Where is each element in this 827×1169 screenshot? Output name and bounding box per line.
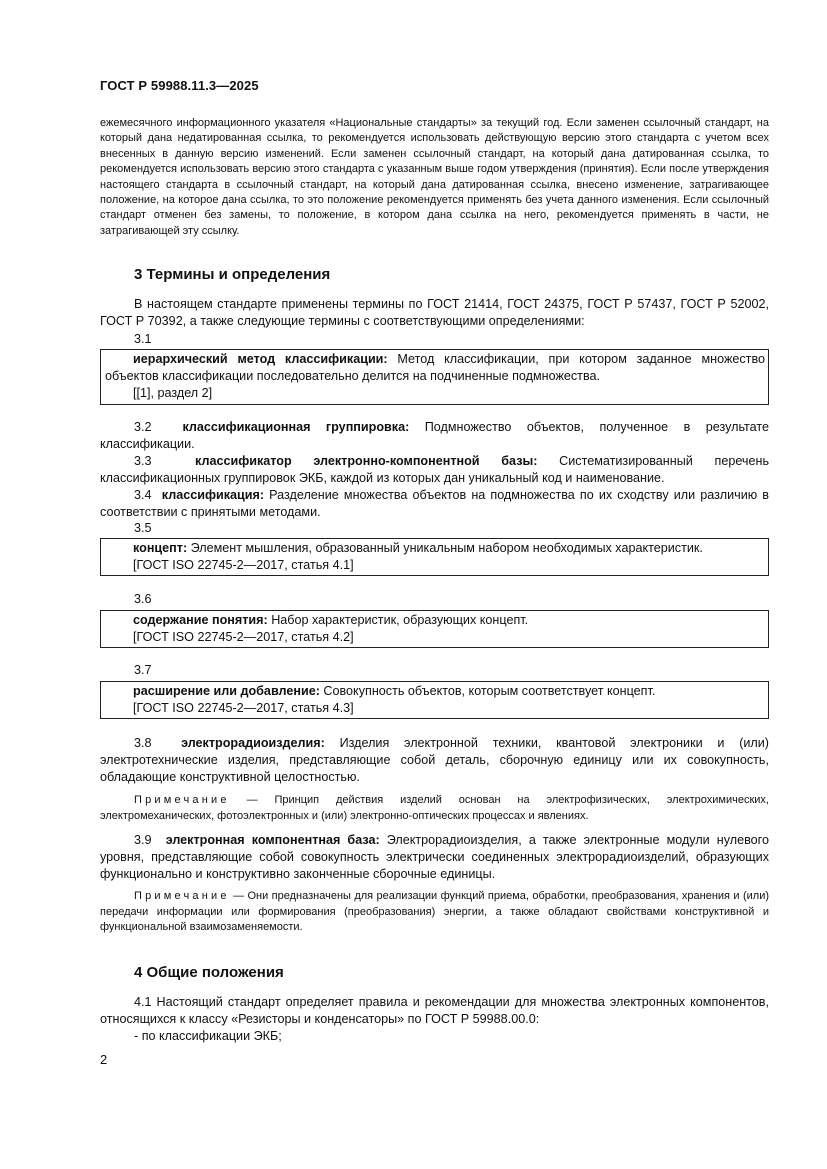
term-3-4-number: 3.4 [134, 488, 152, 502]
term-3-4-text: Разделение множества объектов на подмножества по их сходству или различию в соответствии с принятыми методами. [100, 488, 769, 520]
term-3-9-term: электронная компонентная база: [165, 833, 380, 847]
term-3-7-number: 3.7 [134, 663, 152, 677]
section-4-heading: 4 Общие положения [134, 964, 284, 981]
document-header: ГОСТ Р 59988.11.3—2025 [100, 78, 259, 93]
term-3-5-box [100, 538, 769, 576]
term-3-7-reference: [ГОСТ ISO 22745-2—2017, статья 4.3] [133, 701, 354, 716]
term-3-9-number: 3.9 [134, 833, 152, 847]
term-3-6-term: содержание понятия: [133, 613, 268, 627]
term-3-5-number: 3.5 [134, 521, 152, 535]
term-3-1-number: 3.1 [134, 332, 152, 346]
term-3-3 [100, 453, 769, 487]
clause-4-1: 4.1 Настоящий стандарт определяет правила и рекомендации для множества электронных компонентов, относящихся к классу «Резисторы и конденсаторы» по ГОСТ Р 59988.00.0: [100, 995, 769, 1027]
term-3-4 [100, 487, 769, 521]
term-3-7-text: Совокупность объектов, которым соответствует концепт. [319, 684, 656, 698]
term-3-5-term: концепт: [133, 541, 188, 555]
clause-4-1-bullet-1: - по классификации ЭКБ; [134, 1029, 282, 1043]
term-3-2-number: 3.2 [134, 420, 152, 434]
note-3-9 [100, 889, 769, 936]
term-3-6-text: Набор характеристик, образующих концепт. [267, 613, 529, 627]
term-3-1-reference: [[1], раздел 2] [133, 386, 213, 401]
term-3-1-text: Метод классификации, при котором заданное множество объектов классификации последовательно делится на подчиненные подмножества. [105, 352, 766, 384]
term-3-6-reference: [ГОСТ ISO 22745-2—2017, статья 4.2] [133, 630, 354, 645]
note-3-8 [100, 793, 769, 824]
term-3-6-number: 3.6 [134, 592, 152, 606]
term-3-6-definition [101, 612, 768, 629]
term-3-3-text: Систематизированный перечень классификационных группировок ЭКБ, каждой из которых дан уникальный код и наименование. [100, 454, 770, 486]
term-3-2-term: классификационная группировка: [182, 420, 410, 434]
term-3-1-definition [101, 351, 768, 385]
note-3-9-text: — Они предназначены для реализации функций приема, обработки, преобразования, хранения и (или) передачи информации или формирования (преобразования) энергии, а также обладают свойствами конструктивной и функциональной взаимозаменяемости. [100, 890, 769, 934]
intro-paragraph: ежемесячного информационного указателя «Национальные стандарты» за текущий год. Если заменен ссылочный стандарт, на который дана недатированная ссылка, то рекомендуется использовать действующую версию этого стандарта с учетом всех внесенных в данную версию изменений. Если заменен ссылочный стандарт, на который дана датированная ссылка, то рекомендуется использовать версию этого стандарта с указанным выше годом утверждения (принятия). Если после утверждения настоящего стандарта в ссылочный стандарт, на который дана датированная ссылка, внесено изменение, затрагивающее положение, на которое дана ссылка, то это положение рекомендуется применять без учета данного изменения. Если ссылочный стандарт отменен без замены, то положение, в котором дана ссылка на него, рекомендуется применять в части, не затрагивающей эту ссылку. [100, 117, 769, 237]
term-3-2-text: Подмножество объектов, полученное в результате классификации. [100, 420, 770, 452]
section-3-lead: В настоящем стандарте применены термины по ГОСТ 21414, ГОСТ 24375, ГОСТ Р 57437, ГОСТ Р 52002, ГОСТ Р 70392, а также следующие термины с соответствующими определениями: [100, 297, 769, 329]
term-3-7-box [100, 681, 769, 719]
note-3-9-label: Примечание [134, 890, 230, 902]
term-3-7-definition [101, 683, 768, 700]
term-3-7-term: расширение или добавление: [133, 684, 320, 698]
term-3-9-text: Электрорадиоизделия, а также электронные модули нулевого уровня, представляющие собой совокупность электрически соединенных электрорадиоизделий, образующих функционально и конструктивно законченные сборочные единицы. [100, 833, 769, 882]
term-3-2 [100, 419, 769, 453]
note-3-8-label: Примечание [134, 794, 230, 806]
term-3-6-box [100, 610, 769, 648]
term-3-5-reference: [ГОСТ ISO 22745-2—2017, статья 4.1] [133, 558, 354, 573]
page-number: 2 [100, 1052, 108, 1067]
term-3-9 [100, 832, 769, 884]
term-3-5-text: Элемент мышления, образованный уникальным набором необходимых характеристик. [187, 541, 703, 555]
term-3-3-number: 3.3 [134, 454, 152, 468]
term-3-1-term: иерархический метод классификации: [133, 352, 388, 366]
term-3-8-term: электрорадиоизделия: [181, 736, 325, 750]
term-3-1-box [100, 349, 769, 405]
term-3-5-definition [101, 540, 768, 557]
note-3-8-text: — Принцип действия изделий основан на электрофизических, электрохимических, электромеханических, фотоэлектронных и (или) электронно-оптических процессах и явлениях. [100, 794, 769, 822]
term-3-4-term: классификация: [161, 488, 265, 502]
term-3-8-text: Изделия электронной техники, квантовой электроники и (или) электротехнические изделия, представляющие собой деталь, сборочную единицу или их совокупность, обладающие конструктивной целостностью. [100, 736, 769, 785]
term-3-3-term: классификатор электронно-компонентной базы: [195, 454, 538, 468]
term-3-8 [100, 735, 769, 787]
term-3-8-number: 3.8 [134, 736, 152, 750]
section-3-heading: 3 Термины и определения [134, 266, 331, 283]
